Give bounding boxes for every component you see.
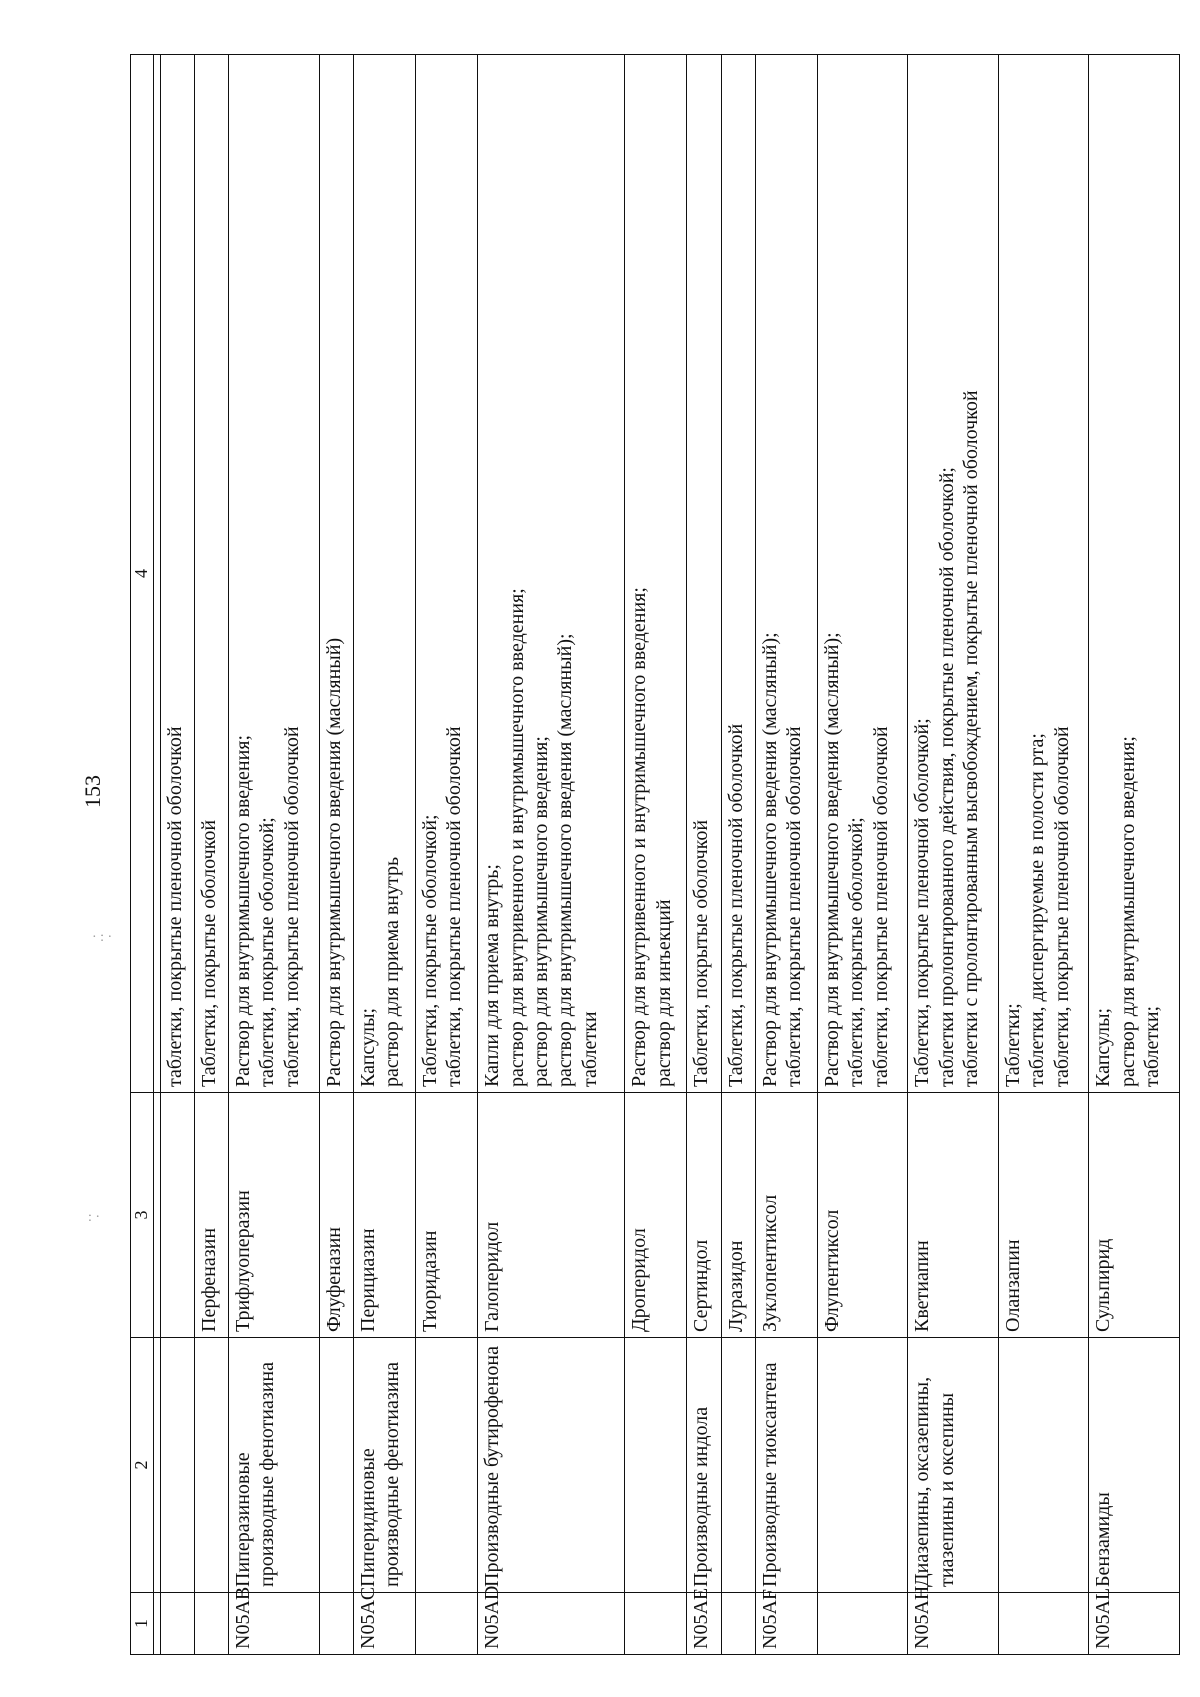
dosage-form: Таблетки, покрытые оболочкой; bbox=[418, 814, 441, 1087]
dosage-form: раствор для приема внутрь bbox=[381, 856, 403, 1087]
dosage-form: таблетки, диспергируемые в полости рта; bbox=[1026, 733, 1049, 1087]
page-number: 153 bbox=[80, 775, 105, 808]
table-row bbox=[687, 55, 721, 1655]
dosage-form: таблетки, покрытые пленочной оболочкой bbox=[782, 726, 805, 1087]
dosage-form: Капли для приема внутрь; bbox=[481, 864, 504, 1087]
dosage-form: таблетки, покрытые пленочной оболочкой bbox=[443, 726, 466, 1087]
dosage-form: таблетки; bbox=[1141, 1005, 1164, 1087]
drug-group: Производные бутирофенона bbox=[478, 1338, 625, 1593]
drug-group: Бензамиды bbox=[1089, 1338, 1180, 1593]
drug-name: Трифлуоперазин bbox=[229, 1093, 320, 1338]
table-row bbox=[478, 55, 625, 1655]
header-row bbox=[131, 55, 154, 1655]
drug-name: Перициазин bbox=[353, 1093, 415, 1338]
table-row bbox=[319, 55, 353, 1655]
spacer-row bbox=[154, 55, 161, 1655]
drug-group: Производные индола bbox=[687, 1338, 721, 1593]
dosage-form: таблетки, покрытые пленочной оболочкой bbox=[164, 726, 186, 1087]
dosage-form: таблетки bbox=[578, 1011, 601, 1087]
dosage-form: Таблетки; bbox=[1001, 1003, 1024, 1087]
atc-code: N05AE bbox=[687, 1593, 721, 1655]
dosage-form: Капсулы; bbox=[1092, 1007, 1115, 1087]
column-header-3: 3 bbox=[131, 1093, 154, 1338]
dosage-form: раствор для внутримышечного введения; bbox=[529, 736, 552, 1087]
table-row bbox=[721, 55, 755, 1655]
atc-code: N05AF bbox=[755, 1593, 817, 1655]
drug-name: Тиоридазин bbox=[415, 1093, 477, 1338]
atc-code: N05AL bbox=[1089, 1593, 1180, 1655]
table-row bbox=[229, 55, 320, 1655]
dosage-form: Раствор для внутримышечного введения; bbox=[232, 734, 255, 1087]
drug-name: Перфеназин bbox=[195, 1093, 229, 1338]
table-row bbox=[817, 55, 908, 1655]
dosage-form: Раствор для внутримышечного введения (масляный); bbox=[820, 632, 843, 1087]
dosage-form: раствор для внутривенного и внутримышечного введения; bbox=[505, 588, 528, 1087]
dosage-form: таблетки, покрытые пленочной оболочкой bbox=[869, 726, 892, 1087]
drug-name: Оланзапин bbox=[998, 1093, 1089, 1338]
atc-code: N05AD bbox=[478, 1593, 625, 1655]
drug-name: Флуфеназин bbox=[319, 1093, 353, 1338]
column-header-4: 4 bbox=[131, 55, 154, 1093]
dosage-form: раствор для инъекций bbox=[652, 899, 675, 1087]
scan-artifact: : · bbox=[88, 1210, 101, 1225]
dosage-form: Таблетки, покрытые оболочкой bbox=[690, 819, 713, 1087]
dosage-form: таблетки, покрытые оболочкой; bbox=[845, 817, 868, 1087]
dosage-form: Раствор для внутримышечного введения (масляный); bbox=[758, 632, 781, 1087]
drug-name: Сертиндол bbox=[687, 1093, 721, 1338]
dosage-form: Таблетки, покрытые оболочкой bbox=[198, 819, 221, 1087]
dosage-form: таблетки, покрытые оболочкой; bbox=[256, 817, 279, 1087]
dosage-form: Таблетки, покрытые пленочной оболочкой; bbox=[911, 718, 934, 1087]
drug-group: Пиперидиновые производные фенотиазина bbox=[353, 1338, 415, 1593]
drug-table bbox=[130, 54, 1180, 1655]
atc-code: N05AC bbox=[353, 1593, 415, 1655]
drug-group: Диазепины, оксазепины, тиазепины и оксепины bbox=[908, 1338, 999, 1593]
table-row bbox=[1089, 55, 1180, 1655]
table-row bbox=[415, 55, 477, 1655]
drug-group: Пиперазиновые производные фенотиазина bbox=[229, 1338, 320, 1593]
drug-name: Зуклопентиксол bbox=[755, 1093, 817, 1338]
drug-name: Луразидон bbox=[721, 1093, 755, 1338]
dosage-form: раствор для внутримышечного введения (масляный); bbox=[554, 633, 577, 1087]
scan-artifact: · : · bbox=[92, 930, 113, 945]
table-row bbox=[625, 55, 687, 1655]
drug-name: Галоперидол bbox=[478, 1093, 625, 1338]
dosage-form: раствор для внутримышечного введения; bbox=[1116, 736, 1139, 1087]
column-header-2: 2 bbox=[131, 1338, 154, 1593]
drug-name: Кветиапин bbox=[908, 1093, 999, 1338]
dosage-form: Раствор для внутривенного и внутримышечного введения; bbox=[628, 587, 651, 1087]
drug-name: Дроперидол bbox=[625, 1093, 687, 1338]
atc-code: N05AB bbox=[229, 1593, 320, 1655]
table-row bbox=[195, 55, 229, 1655]
dosage-form: таблетки с пролонгированным высвобождением, покрытые пленочной оболочкой bbox=[960, 390, 983, 1087]
dosage-form: таблетки, покрытые пленочной оболочкой bbox=[280, 726, 303, 1087]
drug-name: Сульпирид bbox=[1089, 1093, 1180, 1338]
drug-name: Флупентиксол bbox=[817, 1093, 908, 1338]
column-header-1: 1 bbox=[131, 1593, 154, 1655]
table-row bbox=[755, 55, 817, 1655]
rotated-table-container bbox=[130, 55, 1180, 1655]
atc-code: N05AH bbox=[908, 1593, 999, 1655]
drug-group: Производные тиоксантена bbox=[755, 1338, 817, 1593]
table-row bbox=[908, 55, 999, 1655]
dosage-form: таблетки пролонгированного действия, покрытые пленочной оболочкой; bbox=[935, 467, 958, 1087]
dosage-form: Раствор для внутримышечного введения (масляный) bbox=[322, 637, 345, 1087]
table-row bbox=[998, 55, 1089, 1655]
dosage-form: Капсулы; bbox=[356, 1007, 379, 1087]
dosage-form: Таблетки, покрытые пленочной оболочкой bbox=[724, 723, 747, 1087]
dosage-form: таблетки, покрытые пленочной оболочкой bbox=[1050, 726, 1073, 1087]
table-row bbox=[353, 55, 415, 1655]
table-row bbox=[161, 55, 195, 1655]
